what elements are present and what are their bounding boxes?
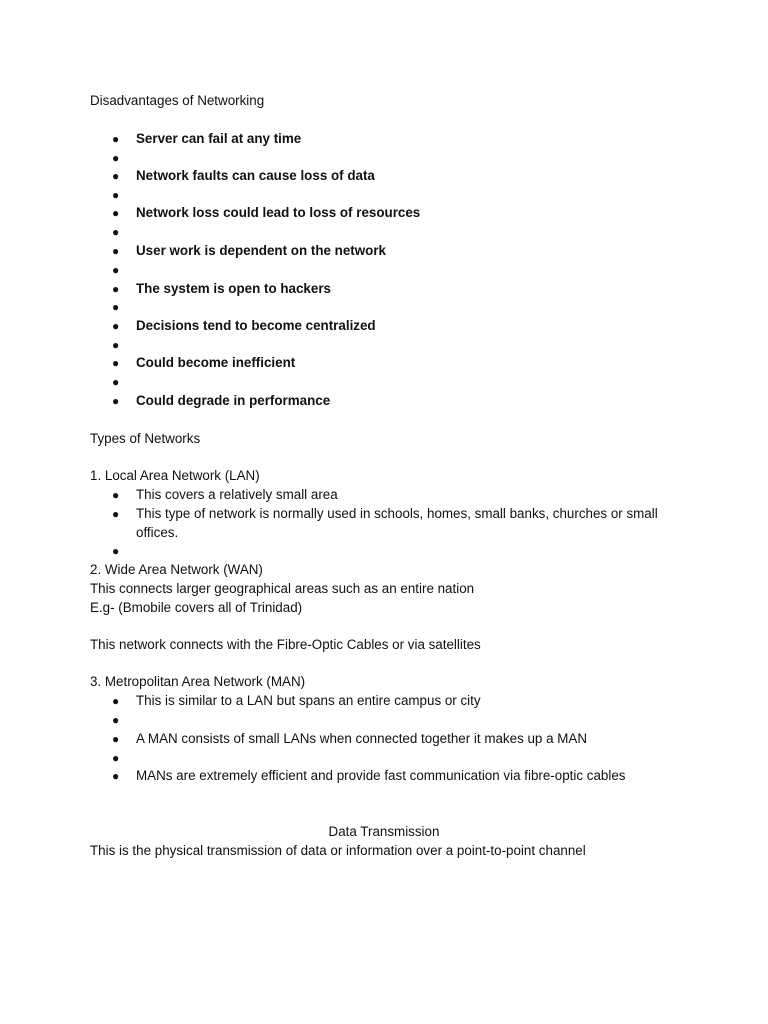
bullet-icon: ● <box>112 188 120 202</box>
bullet-icon: ● <box>112 544 120 558</box>
data-transmission-heading: Data Transmission <box>328 824 440 839</box>
disadvantages-heading: Disadvantages of Networking <box>90 93 265 108</box>
wan-connection-note: This network connects with the Fibre-Optic Cables or via satellites <box>90 637 481 652</box>
wan-description: This connects larger geographical areas such as an entire nation <box>90 581 475 596</box>
man-title: 3. Metropolitan Area Network (MAN) <box>90 674 306 689</box>
bullet-icon: ● <box>112 206 120 220</box>
bullet-icon: ● <box>112 713 120 727</box>
wan-example: E.g- (Bmobile covers all of Trinidad) <box>90 600 303 615</box>
bullet-icon: ● <box>112 356 120 370</box>
bullet-icon: ● <box>112 507 120 521</box>
lan-title: 1. Local Area Network (LAN) <box>90 468 260 483</box>
list-item-text: This covers a relatively small area <box>136 487 338 502</box>
bullet-icon: ● <box>112 394 120 408</box>
list-item-text: This type of network is normally used in schools, homes, small banks, churches or small offices. <box>136 506 658 540</box>
list-item-text: MANs are extremely efficient and provide fast communication via fibre-optic cables <box>136 768 626 783</box>
list-item-text: Network faults can cause loss of data <box>136 168 375 183</box>
wan-title: 2. Wide Area Network (WAN) <box>90 562 263 577</box>
bullet-icon: ● <box>112 732 120 746</box>
bullet-icon: ● <box>112 751 120 765</box>
list-item-text: Network loss could lead to loss of resources <box>136 205 421 220</box>
bullet-icon: ● <box>112 169 120 183</box>
list-item-text: Could become inefficient <box>136 355 296 370</box>
bullet-icon: ● <box>112 319 120 333</box>
list-item-text: Could degrade in performance <box>136 393 331 408</box>
bullet-icon: ● <box>112 338 120 352</box>
list-item-text: User work is dependent on the network <box>136 243 387 258</box>
bullet-icon: ● <box>112 694 120 708</box>
bullet-icon: ● <box>112 263 120 277</box>
types-heading: Types of Networks <box>90 431 201 446</box>
bullet-icon: ● <box>112 300 120 314</box>
bullet-icon: ● <box>112 244 120 258</box>
list-item-text: The system is open to hackers <box>136 281 331 296</box>
list-item-text: This is similar to a LAN but spans an entire campus or city <box>136 693 481 708</box>
data-transmission-text: This is the physical transmission of data or information over a point-to-point channel <box>90 843 586 858</box>
bullet-icon: ● <box>112 151 120 165</box>
bullet-icon: ● <box>112 132 120 146</box>
bullet-icon: ● <box>112 375 120 389</box>
bullet-icon: ● <box>112 225 120 239</box>
bullet-icon: ● <box>112 282 120 296</box>
list-item-text: A MAN consists of small LANs when connected together it makes up a MAN <box>136 731 588 746</box>
bullet-icon: ● <box>112 769 120 783</box>
bullet-icon: ● <box>112 488 120 502</box>
list-item-text: Decisions tend to become centralized <box>136 318 376 333</box>
list-item-text: Server can fail at any time <box>136 131 302 146</box>
